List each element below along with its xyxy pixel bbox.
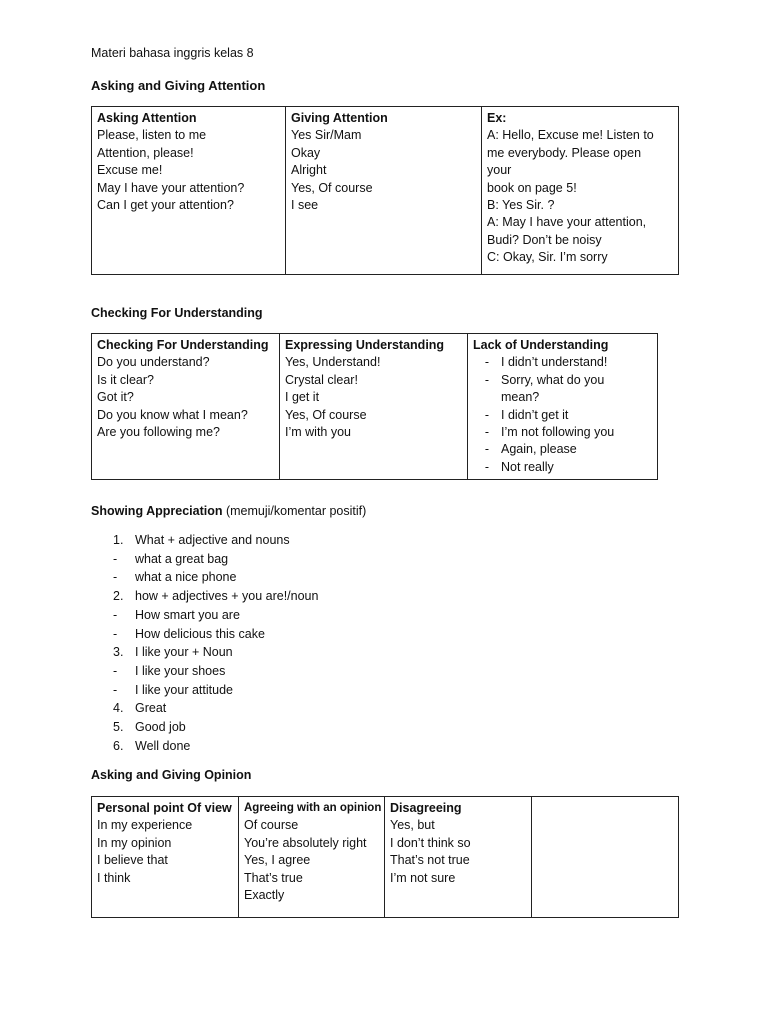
phrase: Yes, but (390, 818, 435, 833)
dash-marker: - (484, 442, 490, 457)
example-line: me everybody. Please open (487, 145, 642, 160)
phrase: How smart you are (135, 607, 240, 622)
phrase: mean? (501, 390, 540, 405)
phrase: I’m with you (285, 425, 351, 440)
empty-cell (532, 797, 679, 918)
list-marker: - (113, 551, 118, 566)
list-item (93, 718, 493, 737)
phrase: What + adjective and nouns (135, 533, 290, 547)
section-heading-understanding: Checking For Understanding (91, 306, 263, 320)
column-header: Agreeing with an opinion (244, 802, 382, 814)
phrase: Alright (291, 163, 327, 178)
appreciation-list (93, 531, 493, 755)
phrase: Yes, Understand! (285, 355, 381, 370)
phrase: Do you understand? (97, 355, 210, 370)
disagreeing-cell (385, 797, 532, 918)
phrase: Crystal clear! (285, 372, 358, 387)
dash-marker: - (484, 425, 490, 440)
list-item (473, 459, 652, 476)
list-marker: 3. (113, 645, 124, 660)
list-item (93, 587, 493, 606)
phrase: Yes, Of course (285, 407, 367, 422)
phrase: Of course (244, 818, 299, 833)
column-header: Expressing Understanding (285, 338, 445, 352)
phrase: In my opinion (97, 835, 172, 850)
phrase: Attention, please! (97, 145, 194, 160)
phrase: Is it clear? (97, 372, 154, 387)
phrase: I didn’t understand! (501, 355, 608, 370)
phrase: Yes, I agree (244, 853, 311, 868)
phrase: Got it? (97, 390, 134, 405)
list-item (93, 550, 493, 569)
example-line: A: May I have your attention, (487, 215, 647, 230)
phrase: I get it (285, 390, 320, 405)
giving-attention-cell (286, 107, 482, 275)
phrase: what a great bag (135, 551, 229, 566)
section-heading-attention: Asking and Giving Attention (91, 78, 266, 93)
list-marker: - (113, 607, 118, 622)
phrase: Sorry, what do you (501, 372, 605, 387)
column-header: Checking For Understanding (97, 338, 269, 352)
checking-understanding-cell (92, 334, 280, 480)
phrase: I’m not following you (501, 425, 615, 440)
column-header: Asking Attention (97, 111, 197, 125)
document-title: Materi bahasa inggris kelas 8 (91, 46, 254, 60)
phrase: I like your shoes (135, 663, 226, 678)
dash-marker: - (484, 355, 490, 370)
example-line: Budi? Don’t be noisy (487, 232, 602, 247)
phrase: Yes, Of course (291, 180, 373, 195)
list-item (473, 424, 652, 441)
dash-marker: - (484, 459, 490, 474)
example-line: book on page 5! (487, 180, 577, 195)
phrase: In my experience (97, 818, 193, 833)
list-item (473, 441, 652, 458)
list-item (473, 372, 652, 389)
column-header: Giving Attention (291, 111, 388, 125)
list-item (93, 643, 493, 662)
phrase: I like your attitude (135, 682, 233, 697)
phrase: Yes Sir/Mam (291, 128, 362, 143)
phrase: Are you following me? (97, 425, 220, 440)
example-line: B: Yes Sir. ? (487, 198, 555, 213)
list-item (93, 531, 493, 550)
lack-understanding-cell (468, 334, 658, 480)
dash-marker (473, 389, 501, 406)
phrase: That’s true (244, 870, 303, 885)
phrase: That’s not true (390, 853, 470, 868)
phrase: how + adjectives + you are!/noun (135, 589, 319, 604)
example-line: A: Hello, Excuse me! Listen to (487, 128, 654, 143)
list-item (93, 681, 493, 700)
phrase: Good job (135, 720, 186, 735)
phrase: I see (291, 198, 319, 213)
list-marker: - (113, 682, 118, 697)
list-marker: - (113, 663, 118, 678)
phrase: Not really (501, 459, 554, 474)
list-item (93, 699, 493, 718)
phrase: Do you know what I mean? (97, 407, 248, 422)
attention-table (91, 106, 679, 275)
phrase: Great (135, 701, 167, 716)
agreeing-cell (239, 797, 385, 918)
phrase: Please, listen to me (97, 128, 207, 143)
list-marker: - (113, 626, 118, 641)
phrase: Okay (291, 145, 321, 160)
phrase: You’re absolutely right (244, 835, 367, 850)
phrase: Again, please (501, 442, 577, 457)
list-marker: 1. (113, 533, 124, 547)
personal-view-cell (92, 797, 239, 918)
example-line: your (487, 163, 512, 178)
list-marker: 4. (113, 701, 124, 716)
column-header: Lack of Understanding (473, 338, 609, 352)
dash-marker: - (484, 372, 490, 387)
list-item (93, 568, 493, 587)
dash-marker: - (484, 407, 490, 422)
phrase: I don’t think so (390, 835, 471, 850)
list-item (93, 737, 493, 756)
phrase: Exactly (244, 888, 285, 903)
asking-attention-cell (92, 107, 286, 275)
phrase: I like your + Noun (135, 645, 233, 660)
phrase: I didn’t get it (501, 407, 569, 422)
phrase: Can I get your attention? (97, 198, 234, 213)
expressing-understanding-cell (280, 334, 468, 480)
column-header: Personal point Of view (97, 801, 232, 815)
phrase: what a nice phone (135, 570, 237, 585)
list-item (473, 389, 652, 406)
phrase: May I have your attention? (97, 180, 245, 195)
list-marker: 2. (113, 589, 124, 604)
understanding-table (91, 333, 658, 480)
heading-text: Showing Appreciation (91, 504, 223, 518)
heading-note: (memuji/komentar positif) (222, 504, 367, 518)
phrase: How delicious this cake (135, 626, 265, 641)
phrase: Well done (135, 738, 191, 753)
section-heading-opinion: Asking and Giving Opinion (91, 768, 252, 782)
list-item (473, 354, 652, 371)
list-marker: 5. (113, 720, 124, 735)
list-item (93, 625, 493, 644)
phrase: I’m not sure (390, 870, 456, 885)
section-heading-appreciation (91, 503, 366, 521)
list-item (473, 407, 652, 424)
phrase: Excuse me! (97, 163, 163, 178)
example-cell (482, 107, 679, 275)
column-header: Disagreeing (390, 801, 462, 815)
column-header: Ex: (487, 111, 507, 125)
example-line: C: Okay, Sir. I’m sorry (487, 250, 608, 265)
list-item (93, 662, 493, 681)
opinion-table (91, 796, 679, 918)
phrase: I think (97, 870, 131, 885)
list-marker: - (113, 570, 118, 585)
list-item (93, 606, 493, 625)
list-marker: 6. (113, 738, 124, 753)
phrase: I believe that (97, 853, 168, 868)
